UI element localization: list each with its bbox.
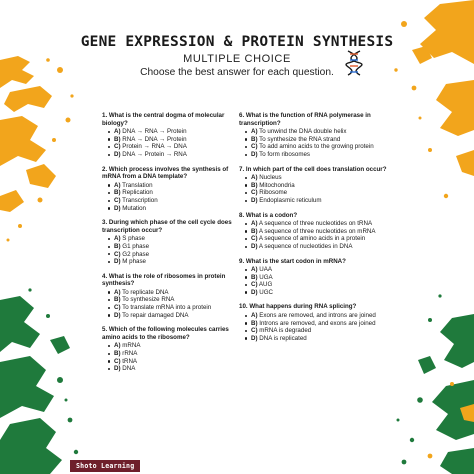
answer-option — [108, 143, 242, 151]
answer-options — [239, 128, 389, 158]
option-letter: B) — [114, 242, 121, 250]
option-letter: B) — [251, 135, 258, 143]
question-column-right — [239, 112, 389, 349]
option-text: Exons are removed, and introns are joined — [259, 312, 376, 320]
option-text: Mutation — [122, 204, 146, 212]
option-text: UGA — [259, 273, 273, 281]
answer-option — [245, 274, 389, 282]
option-text: S phase — [122, 235, 145, 243]
question-text: 6. What is the function of RNA polymerase in transcription? — [239, 112, 371, 127]
option-text: To add amino acids to the growing protein — [259, 143, 374, 151]
option-letter: D) — [114, 258, 121, 266]
option-text: DNA — [122, 365, 136, 373]
answer-options — [239, 312, 389, 342]
option-letter: D) — [251, 334, 258, 342]
answer-options — [239, 174, 389, 204]
option-text: rRNA — [122, 350, 138, 358]
green-splatter-bottom-left — [0, 288, 78, 474]
question-text: 9. What is the start codon in mRNA? — [239, 257, 346, 265]
worksheet-subtitle: MULTIPLE CHOICE — [183, 53, 291, 65]
answer-option — [108, 151, 242, 159]
option-text: To replicate DNA — [122, 288, 169, 296]
answer-options — [102, 342, 242, 372]
answer-option — [108, 235, 242, 243]
option-text: To translate mRNA into a protein — [122, 304, 212, 312]
question-text: 5. Which of the following molecules carries amino acids to the ribosome? — [102, 326, 229, 341]
answer-option — [108, 350, 242, 358]
option-text: Replication — [122, 189, 153, 197]
answer-options — [239, 220, 389, 250]
question-block — [102, 326, 242, 373]
question-block — [102, 112, 242, 159]
option-letter: A) — [251, 220, 258, 228]
option-letter: B) — [251, 227, 258, 235]
option-letter: A) — [114, 288, 121, 296]
answer-option — [108, 136, 242, 144]
answer-option — [245, 312, 389, 320]
option-letter: C) — [114, 250, 121, 258]
answer-options — [102, 182, 242, 212]
brand-badge: Shoto Learning — [70, 460, 140, 472]
answer-option — [245, 281, 389, 289]
option-letter: A) — [251, 128, 258, 136]
answer-option — [108, 289, 242, 297]
option-letter: C) — [114, 196, 121, 204]
question-text: 1. What is the central dogma of molecular biology? — [102, 112, 225, 127]
option-letter: D) — [114, 311, 121, 319]
option-letter: A) — [114, 235, 121, 243]
question-block — [239, 166, 389, 205]
option-text: Mitochondria — [259, 181, 295, 189]
option-letter: B) — [251, 181, 258, 189]
option-letter: C) — [114, 143, 121, 151]
option-letter: B) — [114, 189, 121, 197]
dna-helix-icon — [344, 50, 364, 76]
option-text: DNA → RNA → Protein — [122, 128, 187, 136]
question-text: 8. What is a codon? — [239, 211, 298, 219]
option-text: Protein → RNA → DNA — [122, 143, 187, 151]
answer-option — [108, 128, 242, 136]
option-letter: C) — [251, 327, 258, 335]
option-letter: D) — [114, 365, 121, 373]
answer-option — [108, 189, 242, 197]
option-letter: C) — [251, 235, 258, 243]
question-text: 2. Which process involves the synthesis of mRNA from a DNA template? — [102, 165, 229, 181]
option-text: G1 phase — [122, 242, 150, 250]
option-text: UGC — [259, 288, 274, 296]
answer-option — [108, 182, 242, 190]
answer-option — [108, 258, 242, 266]
answer-option — [245, 197, 389, 205]
option-letter: D) — [114, 150, 121, 158]
answer-option — [108, 365, 242, 373]
answer-option — [245, 235, 389, 243]
answer-option — [108, 296, 242, 304]
answer-option — [245, 228, 389, 236]
option-letter: D) — [114, 204, 121, 212]
option-letter: B) — [114, 135, 121, 143]
answer-option — [245, 320, 389, 328]
answer-option — [245, 289, 389, 297]
question-block — [239, 303, 389, 342]
orange-splatter-top-left — [0, 56, 74, 242]
question-block — [239, 112, 389, 159]
answer-option — [108, 358, 242, 366]
answer-option — [108, 197, 242, 205]
question-block — [239, 258, 389, 297]
answer-option — [245, 189, 389, 197]
question-block — [102, 273, 242, 320]
option-text: To repair damaged DNA — [122, 311, 189, 319]
option-letter: C) — [251, 143, 258, 151]
answer-option — [108, 205, 242, 213]
worksheet-header — [0, 34, 474, 78]
green-splatter-bottom-right — [397, 294, 474, 474]
answer-option — [245, 143, 389, 151]
option-text: A sequence of three nucleotides on mRNA — [258, 227, 376, 235]
option-text: G2 phase — [122, 250, 150, 258]
answer-options — [102, 289, 242, 319]
answer-option — [245, 174, 389, 182]
answer-option — [245, 327, 389, 335]
option-text: A sequence of three nucleotides on tRNA — [258, 220, 373, 228]
option-text: DNA → Protein → RNA — [122, 150, 187, 158]
option-letter: D) — [251, 150, 258, 158]
worksheet-instruction: Choose the best answer for each question. — [140, 67, 334, 78]
answer-option — [245, 151, 389, 159]
answer-option — [108, 243, 242, 251]
answer-options — [102, 128, 242, 158]
answer-option — [108, 342, 242, 350]
option-text: Translation — [122, 181, 153, 189]
question-block — [102, 219, 242, 266]
question-text: 10. What happens during RNA splicing? — [239, 303, 357, 311]
option-text: Endoplasmic reticulum — [259, 196, 322, 204]
answer-option — [245, 182, 389, 190]
option-text: To synthesize RNA — [122, 296, 175, 304]
option-text: To form ribosomes — [259, 150, 311, 158]
option-text: RNA → DNA → Protein — [122, 135, 187, 143]
answer-options — [239, 266, 389, 296]
question-text: 4. What is the role of ribosomes in protein synthesis? — [102, 272, 226, 288]
option-letter: D) — [251, 288, 258, 296]
option-text: Nucleus — [259, 174, 282, 182]
option-letter: C) — [114, 304, 121, 312]
answer-option — [108, 251, 242, 259]
option-text: Introns are removed, and exons are joined — [259, 319, 376, 327]
option-text: mRNA — [122, 342, 141, 350]
option-text: UAA — [259, 266, 272, 274]
option-text: To synthesize the RNA strand — [259, 135, 341, 143]
answer-option — [245, 136, 389, 144]
option-text: DNA is replicated — [259, 334, 307, 342]
option-letter: C) — [251, 281, 258, 289]
option-letter: B) — [251, 273, 258, 281]
answer-option — [108, 304, 242, 312]
option-letter: D) — [251, 242, 258, 250]
option-letter: C) — [114, 357, 121, 365]
option-letter: A) — [114, 128, 121, 136]
option-letter: B) — [114, 350, 121, 358]
option-text: To unwind the DNA double helix — [259, 128, 347, 136]
option-letter: D) — [251, 196, 258, 204]
option-letter: A) — [114, 342, 121, 350]
question-text: 7. In which part of the cell does translation occur? — [239, 165, 387, 173]
answer-option — [108, 312, 242, 320]
option-text: tRNA — [122, 357, 138, 365]
answer-option — [245, 335, 389, 343]
answer-option — [245, 266, 389, 274]
question-column-left — [102, 112, 242, 380]
option-text: A sequence of amino acids in a protein — [258, 235, 366, 243]
option-text: Transcription — [122, 196, 158, 204]
answer-option — [245, 128, 389, 136]
option-letter: C) — [251, 189, 258, 197]
option-letter: A) — [251, 266, 258, 274]
answer-options — [102, 235, 242, 265]
answer-option — [245, 243, 389, 251]
answer-option — [245, 220, 389, 228]
question-block — [102, 166, 242, 213]
option-text: AUG — [258, 281, 273, 289]
option-letter: A) — [251, 312, 258, 320]
option-letter: A) — [251, 174, 258, 182]
worksheet-title: GENE EXPRESSION & PROTEIN SYNTHESIS — [80, 34, 394, 50]
option-letter: B) — [251, 319, 258, 327]
option-letter: B) — [114, 296, 121, 304]
option-text: A sequence of nucleotides in DNA — [258, 242, 353, 250]
question-block — [239, 212, 389, 251]
option-text: Ribosome — [259, 189, 288, 197]
orange-splatter-top-right — [394, 0, 474, 198]
option-letter: A) — [114, 181, 121, 189]
option-text: mRNA is degraded — [259, 327, 312, 335]
question-text: 3. During which phase of the cell cycle does transcription occur? — [102, 219, 232, 234]
option-text: M phase — [122, 258, 146, 266]
